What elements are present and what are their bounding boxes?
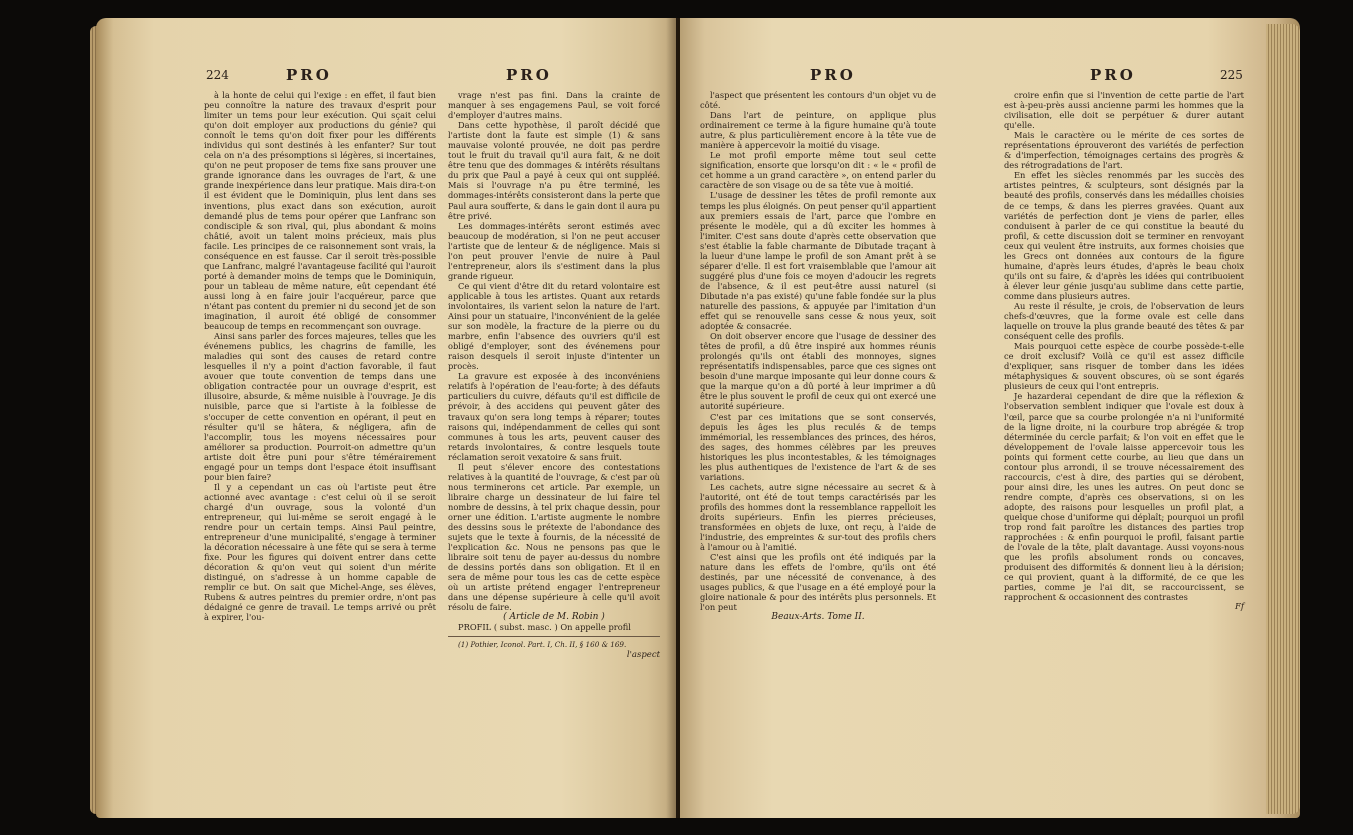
- paragraph: à la honte de celui qui l'exige : en effet, il faut bien peu connoître la nature des travaux d'esprit pour limiter un tems pour leur exécution. Qui sçait celui qu'on doit employer aux productions du génie? qui connoît le tems qu'on doit fixer pour les différents individus qui sont destinés à les enfanter? Sur tout cela on n'a des présomptions si légères, si incertaines, qu'on ne peut proposer de tems fixe sans prouver une grande ignorance dans les ouvrages de l'art, & une grande inexpérience dans leur pratique. Mais dira-t-on il est évident que le Dominiquin, plus lent dans ses inventions, plus exact dans son exécution, auroit demandé plus de tems pour opérer que Lanfranc son condisciple & son rival, qui, plus abondant & moins châtié, avoit un talent moins précieux, mais plus facile. Les principes de ce raisonnement sont vrais, la conséquence en est fausse. Car il seroit très-possible que Lanfranc, malgré l'avantageuse facilité qui l'auroit porté à demander moins de temps que le Dominiquin, pour un tableau de même nature, eût cependant été aussi long à en faire jouir l'acquéreur, parce que n'étant pas content du premier ni du second jet de son imagination, il auroit été obligé de consommer beaucoup de temps en recommençant son ouvrage.: [204, 90, 436, 332]
- left-column-2: [448, 90, 660, 660]
- paragraph: C'est ainsi que les profils ont été indiqués par la nature dans les effets de l'ombre, qu'ils ont été destinés, par une nécessité de convenance, à des usages publics, & que l'usage en a été employé pour la gloire nationale & pour des intérêts plus personnels. Et l'on peut: [700, 552, 936, 613]
- signature-mark: Beaux-Arts. Tome II.: [771, 612, 865, 623]
- right-running-head: [680, 66, 1300, 88]
- right-catchword: Ff: [1234, 602, 1244, 613]
- paragraph: On doit observer encore que l'usage de dessiner des têtes de profil, a dû être inspiré aux hommes réunis prolongés qu'ils ont établi des monnoyes, signes représentatifs indispensables, parce que ces signes ont besoin d'une marque imposante qui leur donne cours & que la marque qu'on a dû porté à leur imprimer a dû être le plus souvent le profil de ceux qui ont exercé une autorité supérieure.: [700, 331, 936, 412]
- paragraph: croire enfin que si l'invention de cette partie de l'art est à-peu-près aussi ancienne parmi les hommes que la civilisation, elle doit se perpétuer & durer autant qu'elle.: [1004, 90, 1244, 131]
- paragraph: Mais pourquoi cette espèce de courbe possède-t-elle ce droit exclusif? Voilà ce qu'il est assez difficile d'expliquer, sans risquer de tomber dans les idées métaphysiques & souvent obscures, où se sont égarés plusieurs de ceux qui l'ont entrepris.: [1004, 341, 1244, 392]
- paragraph: L'usage de dessiner les têtes de profil remonte aux temps les plus éloignés. On peut penser qu'il appartient aux premiers essais de l'art, parce que l'ombre en présente le modèle, qui a dû exciter les hommes à l'imiter. C'est sans doute d'après cette observation que s'est établie la fable charmante de Dibutade traçant à la lueur d'une lampe le profil de son Amant prêt à se séparer d'elle. Il est fort vraisemblable que l'amour ait suggéré plus d'une fois ce moyen d'adoucir les regrets de l'absence, & il est peut-être aussi naturel (si Dibutade n'a pas existé) qu'une fable fondée sur la plus naturelle des passions, & appuyée par l'imitation d'un effet qui se renouvelle sans cesse & nous yeux, soit adoptée & consacrée.: [700, 190, 936, 332]
- left-column-1: [204, 90, 436, 622]
- paragraph: Au reste il résulte, je crois, de l'observation de leurs chefs-d'œuvres, que la forme ovale est celle dans laquelle on trouve la plus grande beauté des têtes & par conséquent celle des profils.: [1004, 300, 1244, 342]
- footnote-rule: [448, 636, 660, 637]
- right-head-word-2: PRO: [1090, 66, 1136, 84]
- left-catchword: l'aspect: [626, 649, 660, 660]
- right-column-2: [1004, 90, 1244, 612]
- paragraph: Les cachets, autre signe nécessaire au secret & à l'autorité, ont été de tout temps caractérisés par les profils des hommes dont la ressemblance rappelloit les droits supérieurs. Enfin les pierres précieuses, transformées en objets de luxe, ont reçu, à l'aide de l'industrie, des empreintes & sur-tout des profils chers à l'amour ou à l'amitié.: [700, 481, 936, 553]
- paragraph: Il peut s'élever encore des contestations relatives à la quantité de l'ouvrage, & c'est par où nous terminerons cet article. Par exemple, un libraire charge un dessinateur de lui faire tel nombre de dessins, à tel prix chaque dessin, pour orner une édition. L'artiste augmente le nombre des dessins sous le prétexte de l'abondance des sujets que le texte à fournis, de la nécessité de l'explication &c. Nous ne pensons pas que le libraire soit tenu de payer au-dessus du nombre de dessins portés dans son obligation. Et il en sera de même pour tous les cas de cette espèce où un artiste prétend engager l'entrepreneur dans une dépense supérieure à celle qu'il avoit résolu de faire.: [448, 461, 660, 613]
- paragraph: Il y a cependant un cas où l'artiste peut être actionné avec avantage : c'est celui où il se seroit chargé d'un ouvrage, sous la volonté d'un entrepreneur, qui lui-même se seroit engagé à le rendre pour un certain temps. Ainsi Paul peintre, entrepreneur d'une municipalité, s'engage à terminer la décoration nécessaire à une fête qui se sera à terme fixe. Pour les figures qui doivent entrer dans cette décoration & qu'on veut qui soient d'un mérite distingué, on s'adresse à un homme capable de remplir ce but. On sait que Michel-Ange, ses élèves, Rubens & autres peintres du premier ordre, n'ont pas dédaigné ce genre de travail. Le temps arrivé ou prêt à expirer, l'ou-: [204, 481, 436, 623]
- right-column-1: [700, 90, 936, 622]
- paragraph: Dans cette hypothèse, il paroît décidé que l'artiste dont la faute est simple (1) & sans mauvaise volonté prouvée, ne doit pas perdre tout le fruit du travail qu'il aura fait, & ne doit être tenu que des dommages & intérêts résultans du prix que Paul a payé à ceux qui ont suppléé. Mais si l'ouvrage n'a pu être terminé, les dommages-intérêts consisteront dans la perte que Paul aura soufferte, & dans le gain dont il aura pu être privé.: [448, 120, 660, 221]
- paragraph: Ainsi sans parler des forces majeures, telles que les événemens publics, les chagrins de famille, les maladies qui sont des causes de retard contre lesquelles il n'y a point d'action favorable, il faut avouer que toute convention de temps dans une obligation contractée pour un ouvrage d'esprit, est illusoire, absurde, & même nuisible à l'ouvrage. Je dis nuisible, parce que si l'artiste à la foiblesse de s'occuper de cette convention en opérant, il peut en résulter qu'il se hâtera, & négligera, afin de l'accomplir, tous les moyens nécessaires pour améliorer sa production. Pourroit-on admettre qu'un artiste doit être puni pour s'être témérairement engagé pour un temps dont l'espace étoit insuffisant pour bien faire?: [204, 331, 436, 482]
- paragraph: Dans l'art de peinture, on applique plus ordinairement ce terme à la figure humaine qu'à toute autre, & plus particulièrement encore à la tête vue de manière à appercevoir la moitié du visage.: [700, 110, 936, 151]
- paragraph: En effet les siècles renommés par les succès des artistes peintres, & sculpteurs, sont désignés par la beauté des profils, conservés dans les médailles choisies de ce temps, & dans les pierres gravées. Quant aux variétés de perfection dont je viens de parler, elles conduisent à parler de ce qui constitue la beauté du profil, & cette discussion doit se terminer en renvoyant ceux qui veulent être instruits, aux formes choisies que les Grecs ont données aux contours de la figure humaine, d'après leurs études, d'après le beau choix qu'ils ont su faire, & d'après les idées qui contribuoient à élever leur génie jusqu'au sublime dans cette partie, comme dans plusieurs autres.: [1004, 170, 1244, 301]
- article-signature: ( Article de M. Robin ): [503, 612, 605, 623]
- right-page-edges: [1266, 24, 1300, 814]
- paragraph: l'aspect que présentent les contours d'un objet vu de côté.: [700, 90, 936, 111]
- paragraph: Le mot profil emporte même tout seul cette signification, ensorte que lorsqu'on dit : « le « profil de cet homme a un grand caractère », on entend parler du caractère de son visage ou de sa tête vue à moitié.: [700, 150, 936, 191]
- paragraph: La gravure est exposée à des inconvéniens relatifs à l'opération de l'eau-forte; à des défauts particuliers du cuivre, défauts qu'il est difficile de prévoir, à des accidens qui peuvent gâter des travaux qu'on sera long temps à réparer; toutes raisons qui, indépendamment de celles qui sont communes à tous les arts, peuvent causer des retards involontaires, & contre lesquels toute réclamation seroit vexatoire & sans fruit.: [448, 371, 660, 462]
- left-running-head: [96, 66, 676, 88]
- left-head-word-1: PRO: [286, 66, 332, 84]
- paragraph: C'est par ces imitations que se sont conservés, depuis les âges les plus reculés & de temps immémorial, les ressemblances des princes, des héros, des sages, des hommes célèbres par les preuves historiques les plus incontestables, & les témoignages les plus authentiques de l'existence de l'art & de ses variations.: [700, 411, 936, 482]
- footnote: (1) Pothier, Iconol. Part. I, Ch. II, § 160 & 169.: [458, 639, 627, 649]
- paragraph: Ce qui vient d'être dit du retard volontaire est applicable à tous les artistes. Quant aux retards involontaires, ils varient selon la nature de l'art. Ainsi pour un statuaire, l'inconvénient de la gelée sur son modèle, la fracture de la pierre ou du marbre, enfin l'absence des ouvriers qu'il est obligé d'employer, sont des événemens pour raison desquels il seroit injuste d'intenter un procès.: [448, 280, 660, 372]
- paragraph: Je hazarderai cependant de dire que la réflexion & l'observation semblent indiquer que l'ovale est doux à l'œil, parce que sa courbe prolongée n'a ni l'uniformité de la ligne droite, ni la courbure trop abrégée & trop déterminée du cercle parfait; & l'on voit en effet que le développement de l'ovale laisse appercevoir tous les points qui forment cette courbe, au lieu que dans un contour plus arrondi, il se trouve nécessairement des raccourcis, c'est à dire, des parties qui se dérobent, pour ainsi dire, les unes les autres. On peut donc se rendre compte, d'après ces observations, si on les adopte, des raisons pour lesquelles un profil plat, a quelque chose d'uniforme qui déplaît; pourquoi un profil trop rond fait paroître les distances des parties trop rapprochées : & enfin pourquoi le profil, faisant partie de l'ovale de la tête, plaît davantage. Aussi voyons-nous que les profils absolument ronds ou concaves, produisent des difformités & donnent lieu à la dérision; ce qui provient, quant à la difformité, de ce que les parties, comme je l'ai dit, se raccourcissent, se rapprochent & occasionnent des contrastes: [1004, 391, 1244, 603]
- left-page-number: 224: [206, 68, 229, 82]
- right-page: [680, 18, 1300, 818]
- left-head-word-2: PRO: [506, 66, 552, 84]
- open-book: [96, 18, 1331, 828]
- paragraph: Les dommages-intérêts seront estimés avec beaucoup de modération, si l'on ne peut accuser l'artiste que de lenteur & de négligence. Mais si l'on peut prouver l'envie de nuire à Paul l'entrepreneur, alors ils s'estiment dans la plus grande rigueur.: [448, 220, 660, 281]
- paragraph: vrage n'est pas fini. Dans la crainte de manquer à ses engagemens Paul, se voit forcé d'employer d'autres mains.: [448, 90, 660, 121]
- right-head-word-1: PRO: [810, 66, 856, 84]
- next-entry-heading: PROFIL ( subst. masc. ) On appelle profil: [458, 622, 631, 633]
- paragraph: Mais le caractère ou le mérite de ces sortes de représentations éprouveront des variétés de perfection & d'imperfection, témoignages certains des progrès & des rétrogradations de l'art.: [1004, 130, 1244, 171]
- right-page-number: 225: [1220, 68, 1243, 82]
- left-page: [96, 18, 676, 818]
